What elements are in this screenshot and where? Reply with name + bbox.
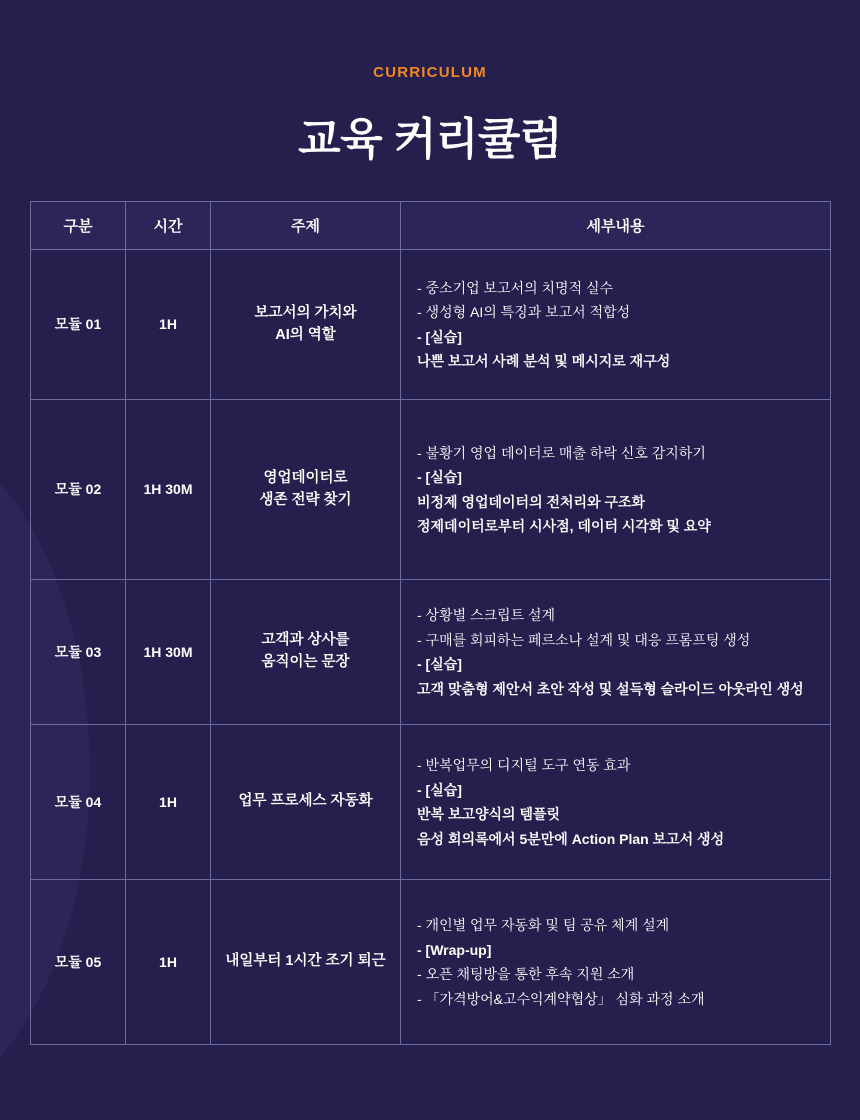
cell-detail <box>401 725 831 880</box>
detail-line: - 반복업무의 디지털 도구 연동 효과 <box>417 757 631 773</box>
cell-detail <box>401 580 831 725</box>
cell-detail <box>401 400 831 580</box>
detail-line: 음성 회의록에서 5분만에 Action Plan 보고서 생성 <box>417 830 725 847</box>
column-header-division: 구분 <box>31 202 126 250</box>
cell-topic <box>211 580 401 725</box>
detail-line: - [실습] <box>417 656 462 672</box>
table-body <box>31 250 831 1045</box>
detail-line: 고객 맞춤형 제안서 초안 작성 및 설득형 슬라이드 아웃라인 생성 <box>417 680 804 697</box>
cell-topic <box>211 880 401 1045</box>
detail-line: - 오픈 채팅방을 통한 후속 지원 소개 <box>417 966 635 982</box>
column-header-topic: 주제 <box>211 202 401 250</box>
detail-line: - 생성형 AI의 특징과 보고서 적합성 <box>417 304 631 320</box>
detail-line: - 「가격방어&고수익계약협상」 심화 과정 소개 <box>417 990 705 1007</box>
table-header <box>31 202 831 250</box>
detail-line: - 구매를 회피하는 페르소나 설계 및 대응 프롬프팅 생성 <box>417 631 751 648</box>
detail-line: - 중소기업 보고서의 치명적 실수 <box>417 279 614 296</box>
cell-time: 1H 30M <box>126 580 211 725</box>
eyebrow-label: CURRICULUM <box>373 64 487 81</box>
table-row <box>31 580 831 725</box>
detail-line: 비정제 영업데이터의 전처리와 구조화 <box>417 493 646 510</box>
page-title: 교육 커리큘럼 <box>298 115 562 164</box>
detail-line: - [실습] <box>417 469 462 485</box>
cell-detail <box>401 250 831 400</box>
table-row <box>31 880 831 1045</box>
cell-topic <box>211 400 401 580</box>
topic-line: 영업데이터로 <box>263 469 348 486</box>
table-header-row <box>31 202 831 250</box>
table-row <box>31 725 831 880</box>
detail-line: - [실습] <box>417 328 462 345</box>
cell-division: 모듈 04 <box>31 725 126 880</box>
cell-detail <box>401 880 831 1045</box>
detail-line: - [실습] <box>417 781 462 798</box>
table-row <box>31 400 831 580</box>
topic-line: 움직이는 문장 <box>261 654 350 670</box>
column-header-detail: 세부내용 <box>401 202 831 250</box>
topic-line: AI의 역할 <box>275 326 336 343</box>
cell-topic <box>211 725 401 880</box>
detail-line: - 불황기 영업 데이터로 매출 하락 신호 감지하기 <box>417 444 706 461</box>
cell-division: 모듈 03 <box>31 580 126 725</box>
detail-line: - 개인별 업무 자동화 및 팀 공유 체계 설계 <box>417 917 670 933</box>
cell-topic <box>211 250 401 400</box>
cell-time: 1H <box>126 250 211 400</box>
topic-line: 보고서의 가치와 <box>254 304 357 321</box>
cell-time: 1H 30M <box>126 400 211 580</box>
column-header-time: 시간 <box>126 202 211 250</box>
detail-line: 반복 보고양식의 템플릿 <box>417 806 561 822</box>
cell-division: 모듈 02 <box>31 400 126 580</box>
detail-line: 정제데이터로부터 시사점, 데이터 시각화 및 요약 <box>417 518 711 534</box>
cell-time: 1H <box>126 880 211 1045</box>
detail-line: - 상황별 스크립트 설계 <box>417 607 556 623</box>
detail-line: - [Wrap-up] <box>417 941 492 958</box>
topic-line: 생존 전략 찾기 <box>259 491 352 508</box>
detail-line: 나쁜 보고서 사례 분석 및 메시지로 재구성 <box>417 353 671 369</box>
cell-time: 1H <box>126 725 211 880</box>
topic-line: 내일부터 1시간 조기 퇴근 <box>225 953 386 970</box>
cell-division: 모듈 01 <box>31 250 126 400</box>
curriculum-table <box>30 201 831 1045</box>
cell-division: 모듈 05 <box>31 880 126 1045</box>
topic-line: 업무 프로세스 자동화 <box>238 793 373 810</box>
table-row <box>31 250 831 400</box>
topic-line: 고객과 상사를 <box>261 632 350 649</box>
